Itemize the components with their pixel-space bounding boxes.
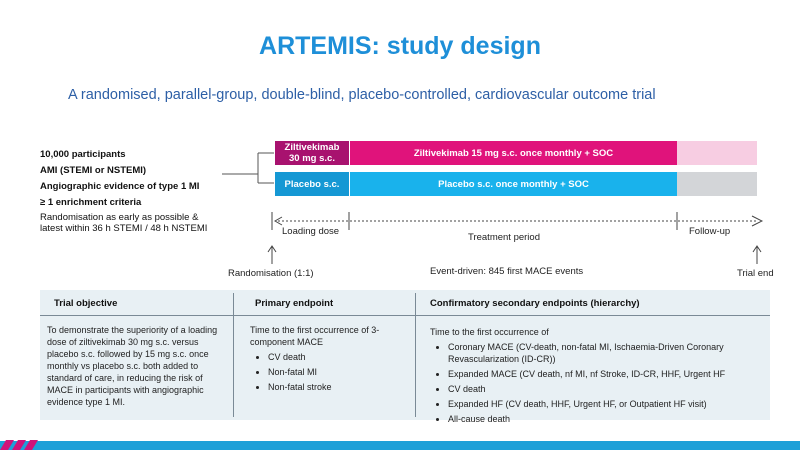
timeline-treatment-period-label: Treatment period: [468, 232, 540, 243]
active-loading-label-line2: 30 mg s.c.: [289, 153, 335, 164]
primary-endpoint-block: [250, 324, 410, 396]
criteria-randomisation-line1: Randomisation as early as possible &: [40, 212, 199, 223]
panel-column-divider-2: [415, 293, 416, 417]
primary-endpoint-intro: Time to the first occurrence of 3-component MACE: [250, 325, 380, 347]
secondary-endpoint-item: • CV death: [448, 383, 765, 395]
primary-endpoint-item: • CV death: [268, 351, 410, 363]
panel-column-divider-1: [233, 293, 234, 417]
timeline-follow-up-label: Follow-up: [689, 226, 731, 237]
page-title: ARTEMIS: study design: [259, 32, 541, 60]
secondary-endpoints-intro: Time to the first occurrence of: [430, 327, 549, 337]
placebo-loading-label: Placebo s.c.: [284, 178, 340, 190]
secondary-endpoint-item: • Coronary MACE (CV-death, non-fatal MI, Ischaemia-Driven Coronary Revascularization (ID-CR)): [448, 341, 765, 365]
criteria-angio: Angiographic evidence of type 1 MI: [40, 181, 200, 192]
timeline-event-driven-label: Event-driven: 845 first MACE events: [430, 266, 584, 277]
timeline-loading-dose-label: Loading dose: [282, 226, 340, 237]
criteria-randomisation-line2: latest within 36 h STEMI / 48 h NSTEMI: [40, 223, 208, 234]
criteria-enrichment: ≥ 1 enrichment criteria: [40, 197, 142, 208]
trial-objective-text: To demonstrate the superiority of a loading dose of ziltivekimab 30 mg s.c. versus placebo s.c. followed by 15 mg s.c. once monthly vs placebo s.c. both added to standard of care, in reducing the risk of MACE in participants with angiographic evidence type 1 MI.: [47, 325, 218, 407]
col-header-primary-endpoint: Primary endpoint: [255, 298, 334, 309]
primary-endpoint-item: • Non-fatal stroke: [268, 381, 410, 393]
secondary-endpoints-block: [430, 326, 765, 428]
timeline-trial-end-label: Trial end: [737, 268, 774, 279]
page-subtitle: A randomised, parallel-group, double-blind, placebo-controlled, cardiovascular outcome trial: [68, 87, 656, 103]
footer-bar: [0, 441, 800, 450]
secondary-endpoint-item: • Expanded HF (CV death, HHF, Urgent HF, or Outpatient HF visit): [448, 398, 765, 410]
primary-endpoint-item: • Non-fatal MI: [268, 366, 410, 378]
placebo-arm-treatment-label: Placebo s.c. once monthly + SOC: [438, 178, 589, 190]
criteria-ami: AMI (STEMI or NSTEMI): [40, 165, 147, 176]
col-header-objective: Trial objective: [54, 298, 118, 309]
panel-header-divider: [40, 315, 770, 316]
footer-accent-stripes: [0, 436, 60, 450]
timeline-randomisation-label: Randomisation (1:1): [228, 268, 314, 279]
col-header-secondary-endpoints: Confirmatory secondary endpoints (hierarchy): [430, 298, 640, 309]
criteria-participants: 10,000 participants: [40, 149, 126, 160]
secondary-endpoint-item: • Expanded MACE (CV death, nf MI, nf Stroke, ID-CR, HHF, Urgent HF: [448, 368, 765, 380]
secondary-endpoint-item: • All-cause death: [448, 413, 765, 425]
active-loading-label-line1: Ziltivekimab: [284, 142, 340, 153]
active-arm-treatment-label: Ziltivekimab 15 mg s.c. once monthly + SOC: [413, 147, 614, 159]
